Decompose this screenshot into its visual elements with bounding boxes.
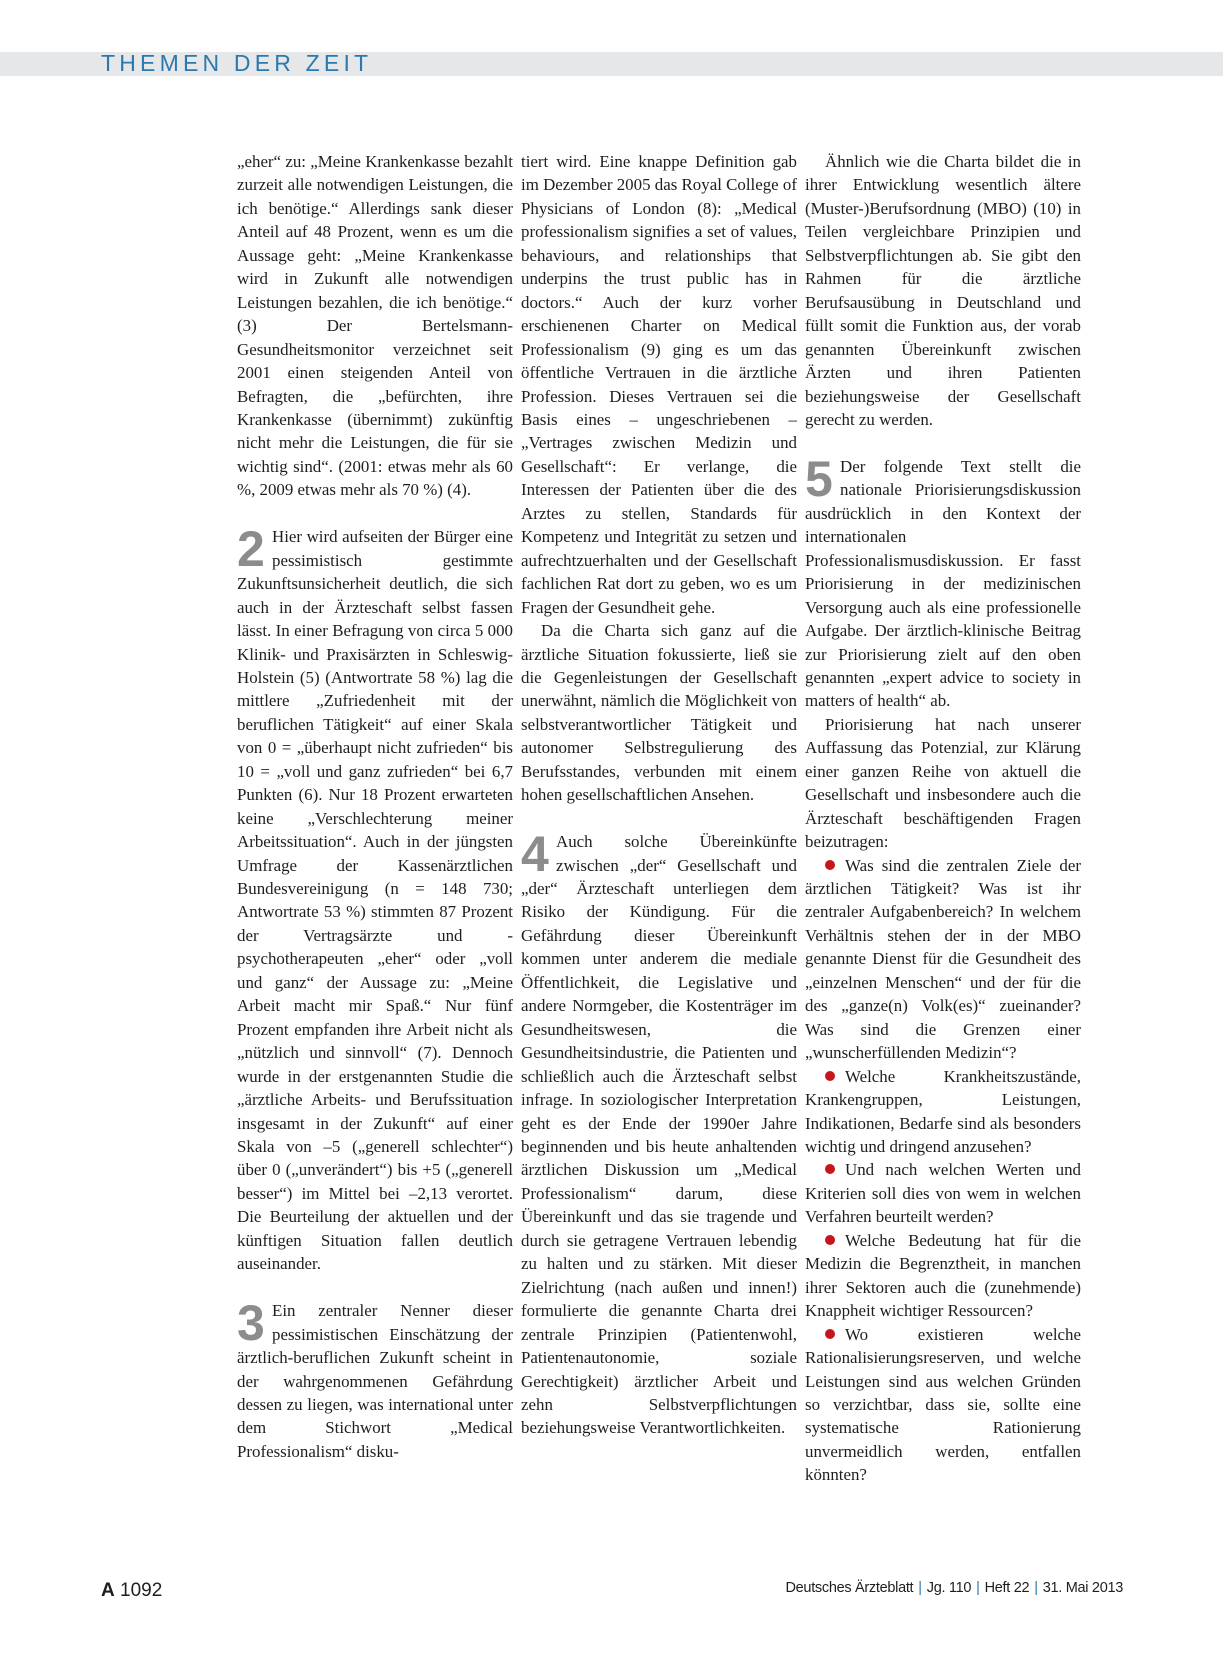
paragraph: Da die Charta sich ganz auf die ärztliche Situation fokussierte, ließ sie die Gegenleistungen der Gesellschaft unerwähnt, nämlich die Möglichkeit von selbstverantwortlicher Tätigkeit und autonomer Selbstregulierung des Berufsstandes, verbunden mit einem hohen gesellschaftlichen Ansehen. — [521, 621, 797, 805]
separator: | — [1034, 1580, 1038, 1596]
column-2 — [521, 150, 797, 1440]
bullet-item — [805, 1065, 1081, 1159]
bullet-dot-icon — [825, 1235, 835, 1245]
bullet-text: Welche Krankheitszustände, Krankengruppen, Leistungen, Indikationen, Bedarfe sind als besonders wichtig und dringend anzusehen? — [805, 1066, 1081, 1157]
section-number: 4 — [521, 826, 549, 883]
journal-name: Deutsches Ärzteblatt — [785, 1580, 914, 1596]
bullet-item — [805, 1229, 1081, 1323]
page-number — [101, 1580, 162, 1602]
bullet-item — [805, 1323, 1081, 1487]
journal-date: 31. Mai 2013 — [1042, 1580, 1123, 1596]
journal-issue: Heft 22 — [984, 1580, 1030, 1596]
paragraph: Ähnlich wie die Charta bildet die in ihrer Entwicklung wesentlich ältere (Muster-)Berufsordnung (MBO) (10) in Teilen vergleichbare Prinzipien und Selbstverpflichtungen ab. Sie gibt den Rahmen für die ärztliche Berufsausübung in Deutschland und füllt somit die Funktion aus, der vorab genannten Übereinkunft zwischen Ärzten und ihren Patienten beziehungsweise der Gesellschaft gerecht zu werden. — [805, 152, 1081, 429]
bullet-item — [805, 1158, 1081, 1228]
section-number: 2 — [237, 521, 265, 578]
bullet-dot-icon — [825, 1329, 835, 1339]
column-3 — [805, 150, 1081, 1487]
paragraph: Priorisierung hat nach unserer Auffassung das Potenzial, zur Klärung einer ganzen Reihe von aktuell die Gesellschaft und insbesondere auch die Ärzteschaft beschäftigenden Fragen beizutragen: — [805, 714, 1081, 852]
journal-info — [786, 1580, 1124, 1596]
paragraph: tiert wird. Eine knappe Definition gab im Dezember 2005 das Royal College of Physicians of London (8): „Medical professionalism signifies a set of values, behaviours, and relationships that underpins the trust public has in doctors.“ Auch der kurz vorher erschienenen Charter on Medical Professionalism (9) ging es um das öffentliche Vertrauen in die ärztliche Profession. Dieses Vertrauen sei die Basis eines – ungeschriebenen – „Vertrages zwischen Medizin und Gesellschaft“: Er verlange, die Interessen der Patienten über die des Arztes zu stellen, Standards für Kompetenz und Integrität zu setzen und aufrechtzuerhalten und der Gesellschaft fachlichen Rat dort zu geben, wo es um Fragen der Gesundheit gehe. — [521, 152, 797, 617]
paragraph: Ein zentraler Nenner dieser pessimistischen Einschätzung der ärztlich-beruflichen Zukunft scheint in der wahrgenommenen Gefährdung dessen zu liegen, was international unter dem Stichwort „Medical Professionalism“ disku- — [237, 1301, 513, 1461]
section-number: 3 — [237, 1295, 265, 1352]
paragraph: Hier wird aufseiten der Bürger eine pessimistisch gestimmte Zukunftsunsicherheit deutlich, die sich auch in der Ärzteschaft selbst fassen lässt. In einer Befragung von circa 5 000 Klinik- und Praxisärzten in Schleswig-Holstein (5) (Antwortrate 58 %) lag die mittlere „Zufriedenheit mit der beruflichen Tätigkeit“ auf einer Skala von 0 = „überhaupt nicht zufrieden“ bis 10 = „voll und ganz zufrieden“ bei 6,7 Punkten (6). Nur 18 Prozent erwarteten keine „Verschlechterung meiner Arbeitssituation“. Auch in der jüngsten Umfrage der Kassenärztlichen Bundesvereinigung (n = 148 730; Antwortrate 53 %) stimmten 87 Prozent der Vertragsärzte und -psychotherapeuten „eher“ oder „voll und ganz“ der Aussage zu: „Meine Arbeit macht mir Spaß.“ Nur fünf Prozent empfanden ihre Arbeit nicht als „nützlich und sinnvoll“ (7). Dennoch wurde in der erstgenannten Studie die „ärztliche Arbeits- und Berufssituation insgesamt in der Zukunft“ auf einer Skala von –5 („generell schlechter“) über 0 („unverändert“) bis +5 („generell besser“) im Mittel bei –2,13 verortet. Die Beurteilung der aktuellen und der künftigen Situation fallen deutlich auseinander. — [237, 527, 513, 1274]
bullet-text: Welche Bedeutung hat für die Medizin die Begrenztheit, in manchen ihrer Sektoren auch die (zunehmende) Knappheit wichtiger Ressourcen? — [805, 1230, 1081, 1321]
section-label: THEMEN DER ZEIT — [101, 50, 373, 76]
column-1 — [237, 150, 513, 1463]
journal-volume: Jg. 110 — [926, 1580, 972, 1596]
page-number-value: 1092 — [120, 1580, 163, 1601]
bullet-text: Und nach welchen Werten und Kriterien soll dies von wem in welchen Verfahren beurteilt werden? — [805, 1160, 1081, 1227]
bullet-text: Was sind die zentralen Ziele der ärztlichen Tätigkeit? Was ist ihr zentraler Aufgabenbereich? In welchem Verhältnis stehen der in der MBO genannte Dienst für die Gesundheit des „einzelnen Menschen“ und der für die des „ganze(n) Volk(es)“ zueinander? Was sind die Grenzen einer „wunscherfüllenden Medizin“? — [805, 855, 1081, 1063]
separator: | — [918, 1580, 922, 1596]
bullet-dot-icon — [825, 860, 835, 870]
paragraph: „eher“ zu: „Meine Krankenkasse bezahlt zurzeit alle notwendigen Leistungen, die ich benötige.“ Allerdings sank dieser Anteil auf 48 Prozent, wenn es um die Aussage geht: „Meine Krankenkasse wird in Zukunft alle notwendigen Leistungen bezahlen, die ich benötige.“ (3) Der Bertelsmann-Gesundheitsmonitor verzeichnet seit 2001 einen steigenden Anteil von Befragten, die „befürchten, ihre Krankenkasse (übernimmt) zukünftig nicht mehr die Leistungen, die für sie wichtig sind“. (2001: etwas mehr als 60 %, 2009 etwas mehr als 70 %) (4). — [237, 152, 513, 500]
bullet-item — [805, 854, 1081, 1065]
section-2 — [237, 521, 513, 1276]
separator: | — [976, 1580, 980, 1596]
paragraph: Der folgende Text stellt die nationale Priorisierungsdiskussion ausdrücklich in den Kontext der internationalen Professionalismusdiskussion. Er fasst Priorisierung in der medizinischen Versorgung auch als eine professionelle Aufgabe. Der ärztlich-klinische Beitrag zur Priorisierung zielt auf den oben genannten „expert advice to society in matters of health“ ab. — [805, 456, 1081, 711]
paragraph: Auch solche Übereinkünfte zwischen „der“ Gesellschaft und „der“ Ärzteschaft unterliegen dem Risiko der Kündigung. Für die Gefährdung dieser Übereinkunft kommen unter anderem die mediale Öffentlichkeit, die Legislative und andere Normgeber, die Kostenträger im Gesundheitswesen, die Gesundheitsindustrie, die Patienten und schließlich auch die Ärzteschaft selbst infrage. In soziologischer Interpretation geht es der Ende der 1990er Jahre beginnenden und bis heute anhaltenden ärztlichen Diskussion um „Medical Professionalism“ darum, diese Übereinkunft und das sie tragende und durch sie getragene Vertrauen lebendig zu halten und zu stärken. Mit dieser Zielrichtung (nach außen und innen!) formulierte die genannte Charta drei zentrale Prinzipien (Patientenwohl, Patientenautonomie, soziale Gerechtigkeit) ärztlicher Arbeit und zehn Selbstverpflichtungen beziehungsweise Verantwortlichkeiten. — [521, 832, 797, 1438]
bullet-dot-icon — [825, 1164, 835, 1174]
bullet-text: Wo existieren welche Rationalisierungsreserven, und welche Leistungen sind aus welchen Gründen so verzichtbar, dass sie, sollte eine systematische Rationierung unvermeidlich werden, entfallen könnten? — [805, 1324, 1081, 1485]
bullet-dot-icon — [825, 1071, 835, 1081]
section-5 — [805, 450, 1081, 713]
section-number: 5 — [805, 450, 833, 507]
section-3 — [237, 1295, 513, 1463]
section-4 — [521, 826, 797, 1440]
page-prefix: A — [101, 1580, 115, 1601]
